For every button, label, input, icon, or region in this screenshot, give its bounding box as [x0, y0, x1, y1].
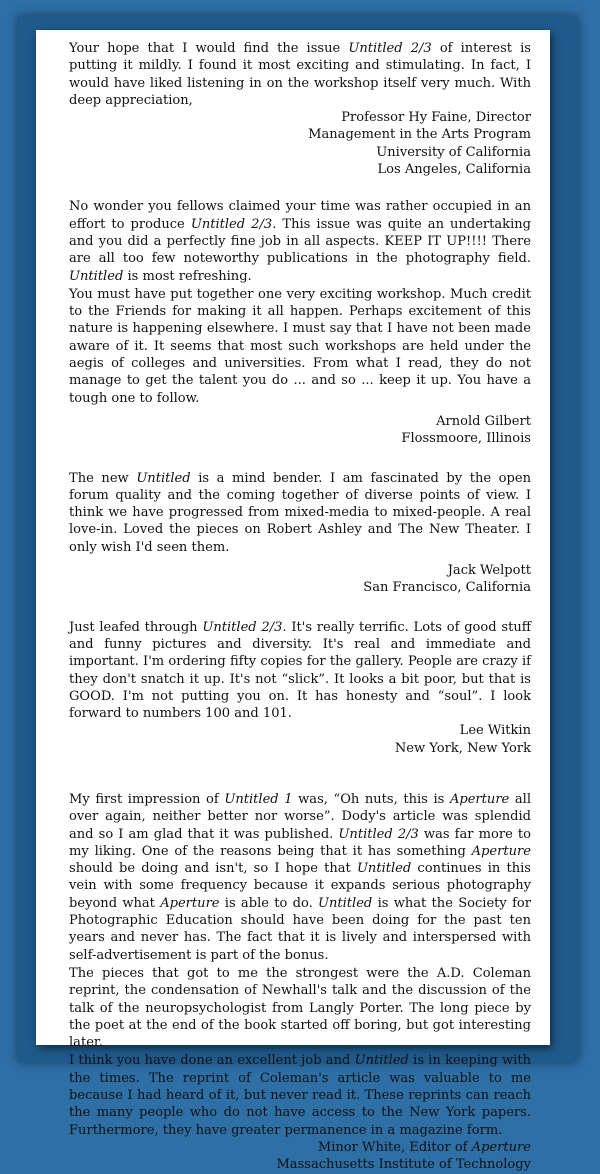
signature-line: University of California: [376, 144, 531, 160]
letter-paragraph: No wonder you fellows claimed your time was rather occupied in an effort to produce Untitled 2/3. This issue was quite an undertaking and you did a perfectly fine job in all aspects. KEEP IT UP!!!! There are all too few noteworthy publications in the photography field. Untitled is most refreshing.: [69, 199, 532, 284]
letters-column: [69, 40, 531, 1174]
signature-line: San Francisco, California: [363, 580, 531, 596]
letter-witkin: [69, 619, 531, 757]
letter-paragraph: I think you have done an excellent job and Untitled is in keeping with the times. The reprint of Coleman's article was valuable to me because I had heard of it, but never read it. These reprints can reach the many people who do not have access to the New York papers. Furthermore, they have greater permanence in a magazine form.: [69, 1053, 532, 1138]
signature-line: Los Angeles, California: [377, 162, 531, 178]
signature-line: Massachusetts Institute of Technology: [276, 1157, 531, 1173]
signature-line: Jack Welpott: [447, 563, 531, 579]
letter-white: [69, 791, 531, 1174]
letter-paragraph: The new Untitled is a mind bender. I am fascinated by the open forum quality and the coming together of diverse points of view. I think we have progressed from mixed-media to mixed-people. A real love-in. Loved the pieces on Robert Ashley and The New Theater. I only wish I'd seen them.: [69, 470, 531, 555]
letter-paragraph: Just leafed through Untitled 2/3. It's really terrific. Lots of good stuff and funny pictures and diversity. It's real and immediate and important. I'm ordering fifty copies for the gallery. People are crazy if they don't snatch it up. It's not “slick”. It looks a bit poor, but that is GOOD. I'm not putting you on. It has honesty and “soul”. I look forward to numbers 100 and 101.: [69, 619, 531, 722]
signature-block: [69, 109, 531, 178]
letter-paragraph: My first impression of Untitled 1 was, “Oh nuts, this is Aperture all over again, neither better nor worse”. Dody's article was splendid and so I am glad that it was published. Untitled 2/3 was far more to my liking. One of the reasons being that it has something Aperture should be doing and isn't, so I hope that Untitled continues in this vein with some frequency because it expands serious photography beyond what Aperture is able to do. Untitled is what the Society for Photographic Education should have been doing for the past ten years and never has. The fact that it is lively and interspersed with self-advertisement is part of the bonus.: [69, 791, 531, 963]
letter-paragraph: The pieces that got to me the strongest were the A.D. Coleman reprint, the condensation of Newhall's talk and the discussion of the talk of the neuropsychologist from Langly Porter. The long piece by the poet at the end of the book started off boring, but got interesting later.: [69, 965, 531, 1051]
letter-welpott: [69, 470, 531, 597]
document-page: [36, 30, 550, 1173]
letter-paragraph: You must have put together one very exciting workshop. Much credit to the Friends for making it all happen. Perhaps excitement of this nature is happening elsewhere. I must say that I have not been made aware of it. It seems that most such workshops are held under the aegis of colleges and universities. From what I read, they do not manage to get the talent you do ... and so ... keep it up. You have a tough one to follow.: [69, 286, 531, 406]
signature-line: Minor White, Editor of Aperture: [317, 1139, 531, 1155]
signature-line: Flossmoore, Illinois: [401, 431, 531, 447]
signature-line: Management in the Arts Program: [308, 127, 531, 143]
signature-block: [69, 562, 531, 597]
letter-paragraph: Your hope that I would find the issue Untitled 2/3 of interest is putting it mildly. I found it most exciting and stimulating. In fact, I would have liked listening in on the workshop itself very much. With deep appreciation,: [69, 41, 531, 108]
signature-line: New York, New York: [394, 740, 531, 756]
signature-block: [69, 413, 531, 448]
letter-gilbert: [69, 198, 531, 447]
signature-block: [69, 722, 531, 757]
signature-line: Lee Witkin: [459, 723, 531, 739]
signature-block: [69, 1139, 531, 1174]
letter-faine: [69, 40, 531, 178]
signature-line: Arnold Gilbert: [436, 413, 531, 429]
signature-line: Professor Hy Faine, Director: [341, 110, 531, 126]
